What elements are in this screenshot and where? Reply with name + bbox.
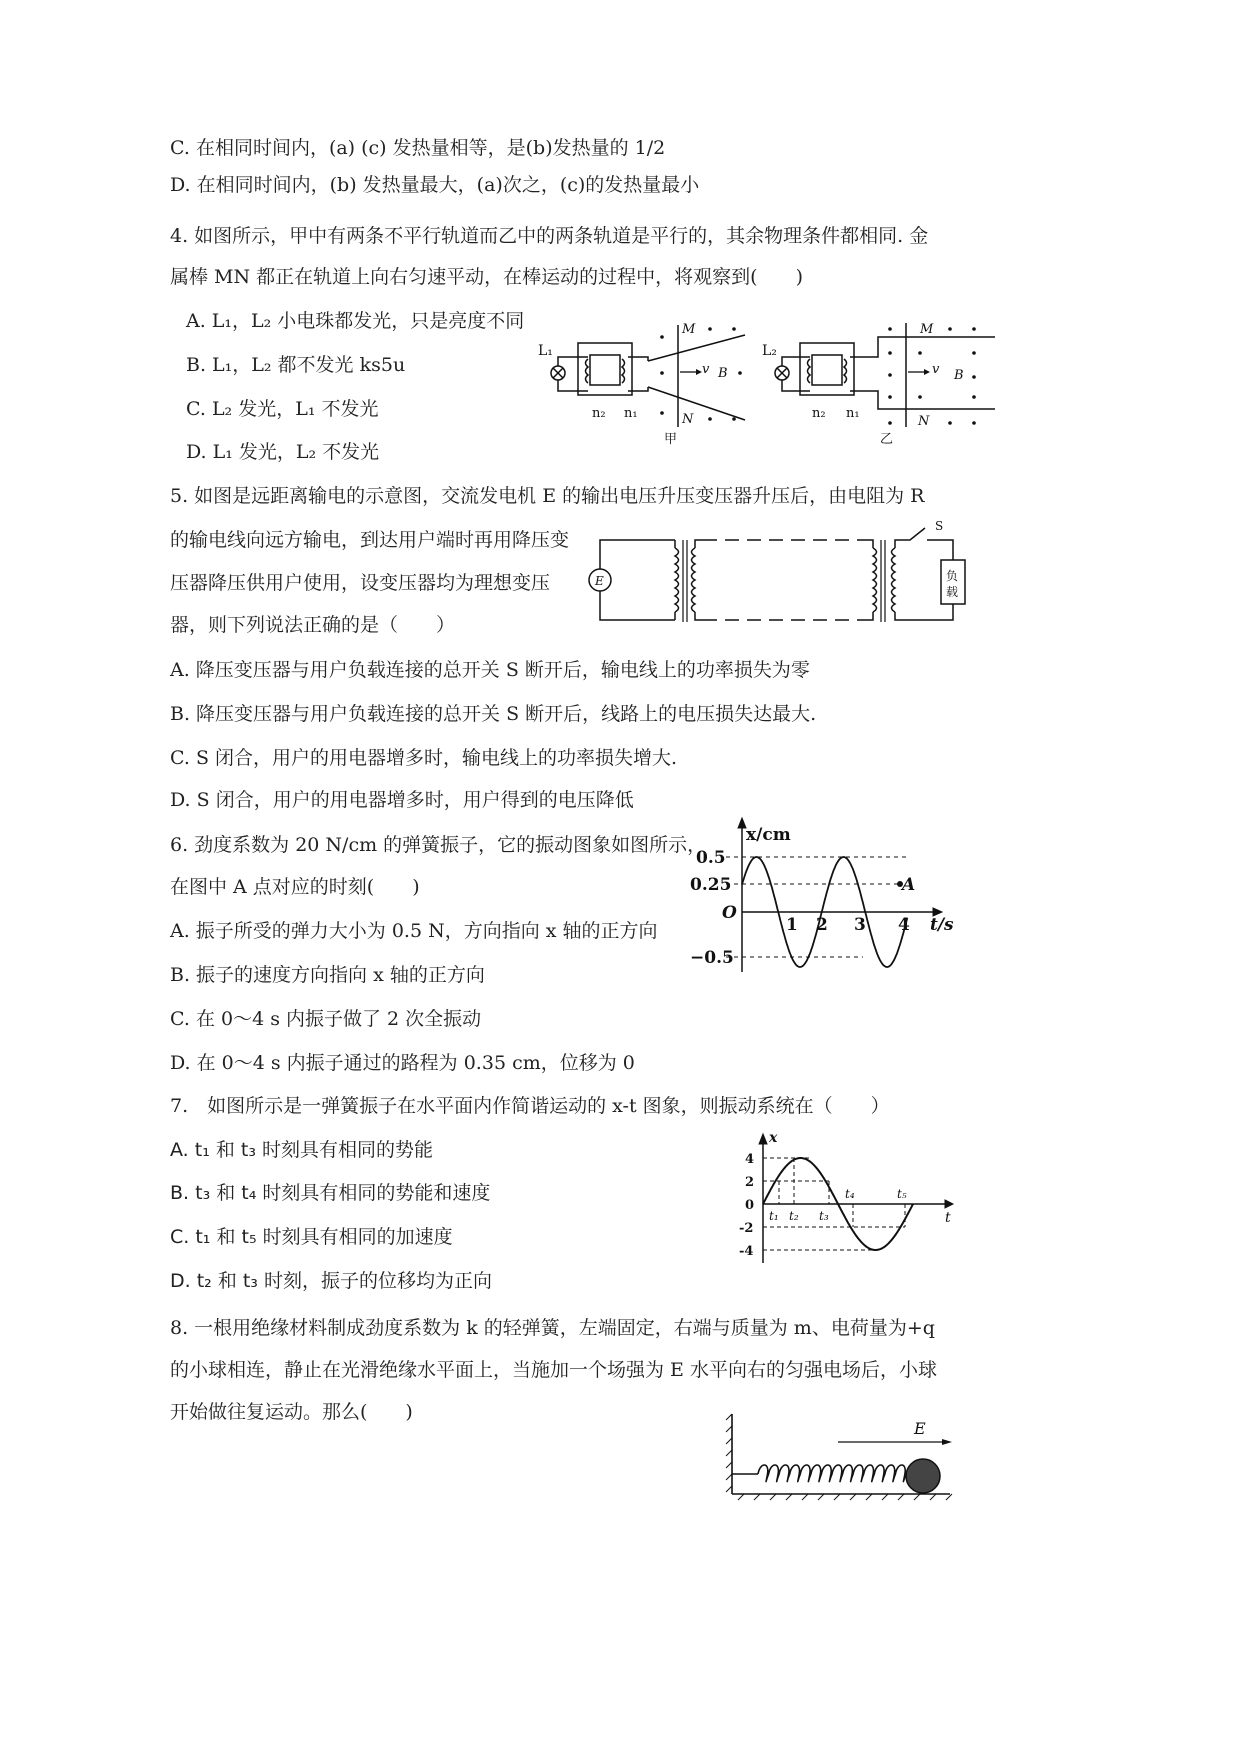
n1-label-jia: n₁ (624, 406, 638, 421)
q7-option-a: A. t₁ 和 t₃ 时刻具有相同的势能 (170, 1139, 433, 1161)
fig-jia (551, 325, 745, 427)
q6-graph (688, 812, 963, 982)
q7-tick-0: 0 (745, 1198, 755, 1213)
q7-t2: t₂ (789, 1209, 799, 1223)
q4-option-c: C. L₂ 发光，L₁ 不发光 (186, 398, 379, 420)
q6-ylabel: x/cm (746, 825, 791, 845)
q6-option-d: D. 在 0～4 s 内振子通过的路程为 0.35 cm，位移为 0 (170, 1052, 635, 1074)
q6-origin: O (722, 903, 737, 923)
q3-option-d: D. 在相同时间内，(b) 发热量最大，(a)次之，(c)的发热量最小 (170, 174, 700, 196)
q8-stem-line1: 8. 一根用绝缘材料制成劲度系数为 k 的轻弹簧，左端固定，右端与质量为 m、电荷量为+q (170, 1317, 935, 1339)
q6-tick-x3: 3 (854, 915, 866, 935)
n2-label-jia: n₂ (592, 406, 606, 421)
q7-t4: t₄ (845, 1187, 855, 1201)
load-label-1: 负 (946, 569, 959, 583)
yi-label: 乙 (880, 432, 894, 447)
q7-tick-m2: -2 (739, 1221, 754, 1236)
q5-option-a: A. 降压变压器与用户负载连接的总开关 S 断开后，输电线上的功率损失为零 (170, 659, 810, 681)
q6-stem-line1: 6. 劲度系数为 20 N/cm 的弹簧振子，它的振动图象如图所示， (170, 834, 707, 856)
q6-option-a: A. 振子所受的弹力大小为 0.5 N，方向指向 x 轴的正方向 (170, 920, 658, 942)
q8-field-label: E (914, 1419, 926, 1438)
q7-t5: t₅ (897, 1187, 907, 1201)
m-label-jia: M (682, 322, 696, 337)
q8-spring (758, 1465, 906, 1482)
q6-tick-y1: 0.5 (696, 848, 726, 868)
q5-option-b: B. 降压变压器与用户负载连接的总开关 S 断开后，线路上的电压损失达最大. (170, 703, 817, 725)
q6-tick-y2: 0.25 (690, 875, 732, 895)
q7-t1: t₁ (769, 1209, 779, 1223)
q5-option-d: D. S 闭合，用户的用电器增多时，用户得到的电压降低 (170, 789, 634, 811)
fig-yi (762, 322, 995, 447)
q7-option-b: B. t₃ 和 t₄ 时刻具有相同的势能和速度 (170, 1182, 491, 1204)
q7-option-c: C. t₁ 和 t₅ 时刻具有相同的加速度 (170, 1226, 453, 1248)
q7-option-d: D. t₂ 和 t₃ 时刻，振子的位移均为正向 (170, 1270, 492, 1292)
q8-stem-line3: 开始做往复运动。那么( ) (170, 1401, 413, 1423)
b-label-yi: B (954, 368, 964, 383)
v-label-yi: v (932, 362, 940, 377)
q6-xlabel: t/s (930, 915, 954, 935)
m-label-yi: M (920, 322, 934, 337)
q5-figure (585, 518, 985, 643)
q6-tick-x1: 1 (786, 915, 798, 935)
n2-label-yi: n₂ (812, 406, 826, 421)
q4-option-b: B. L₁，L₂ 都不发光 ks5u (186, 354, 406, 376)
q7-stem: 7. 如图所示是一弹簧振子在水平面内作简谐运动的 x-t 图象，则振动系统在（ ） (170, 1095, 890, 1117)
q4-stem-line2: 属棒 MN 都正在轨道上向右匀速平动，在棒运动的过程中，将观察到( ) (170, 266, 803, 288)
q5-stem-line4: 器，则下列说法正确的是（ ） (170, 614, 456, 636)
q4-figure (530, 315, 1000, 450)
q8-charged-ball (906, 1459, 940, 1493)
q3-option-c: C. 在相同时间内，(a) (c) 发热量相等，是(b)发热量的 1/2 (170, 137, 666, 159)
q6-tick-y3: −0.5 (690, 948, 734, 968)
q4-option-d: D. L₁ 发光，L₂ 不发光 (186, 441, 380, 463)
switch-label: S (935, 519, 944, 533)
q8-stem-line2: 的小球相连，静止在光滑绝缘水平面上，当施加一个场强为 E 水平向右的匀强电场后，小球 (170, 1359, 937, 1381)
q5-option-c: C. S 闭合，用户的用电器增多时，输电线上的功率损失增大. (170, 747, 678, 769)
q6-tick-x2: 2 (816, 915, 828, 935)
q7-tick-4: 4 (745, 1152, 755, 1167)
lamp1-label: L₁ (538, 343, 553, 359)
q7-graph (735, 1128, 965, 1268)
q7-t3: t₃ (819, 1209, 829, 1223)
generator-label: E (595, 574, 604, 588)
q5-stem-line1: 5. 如图是远距离输电的示意图，交流发电机 E 的输出电压升压变压器升压后，由电阻为 R (170, 485, 925, 507)
q7-xlabel: x (769, 1130, 778, 1146)
n-label-jia: N (682, 412, 694, 427)
q6-tick-x4: 4 (898, 915, 910, 935)
lamp2-label: L₂ (762, 343, 777, 359)
q6-stem-line2: 在图中 A 点对应的时刻( ) (170, 876, 420, 898)
field-dots-jia (660, 327, 742, 421)
load-label-2: 载 (946, 585, 959, 599)
q4-option-a: A. L₁，L₂ 小电珠都发光，只是亮度不同 (186, 310, 525, 332)
q4-stem-line1: 4. 如图所示，甲中有两条不平行轨道而乙中的两条轨道是平行的，其余物理条件都相同. 金 (170, 225, 929, 247)
q7-tick-2: 2 (745, 1175, 755, 1190)
jia-label: 甲 (664, 432, 678, 447)
q8-figure (718, 1410, 968, 1505)
q5-stem-line3: 压器降压供用户使用，设变压器均为理想变压 (170, 572, 551, 594)
b-label-jia: B (718, 366, 728, 381)
q6-option-b: B. 振子的速度方向指向 x 轴的正方向 (170, 964, 485, 986)
n-label-yi: N (918, 414, 930, 429)
q6-option-c: C. 在 0～4 s 内振子做了 2 次全振动 (170, 1008, 482, 1030)
v-label-jia: v (702, 362, 710, 377)
q7-tick-m4: -4 (739, 1244, 754, 1259)
q7-tlabel: t (945, 1210, 951, 1226)
q5-stem-line2: 的输电线向远方输电，到达用户端时再用降压变 (170, 529, 570, 551)
q6-point-a-label: A (902, 875, 916, 895)
n1-label-yi: n₁ (846, 406, 860, 421)
